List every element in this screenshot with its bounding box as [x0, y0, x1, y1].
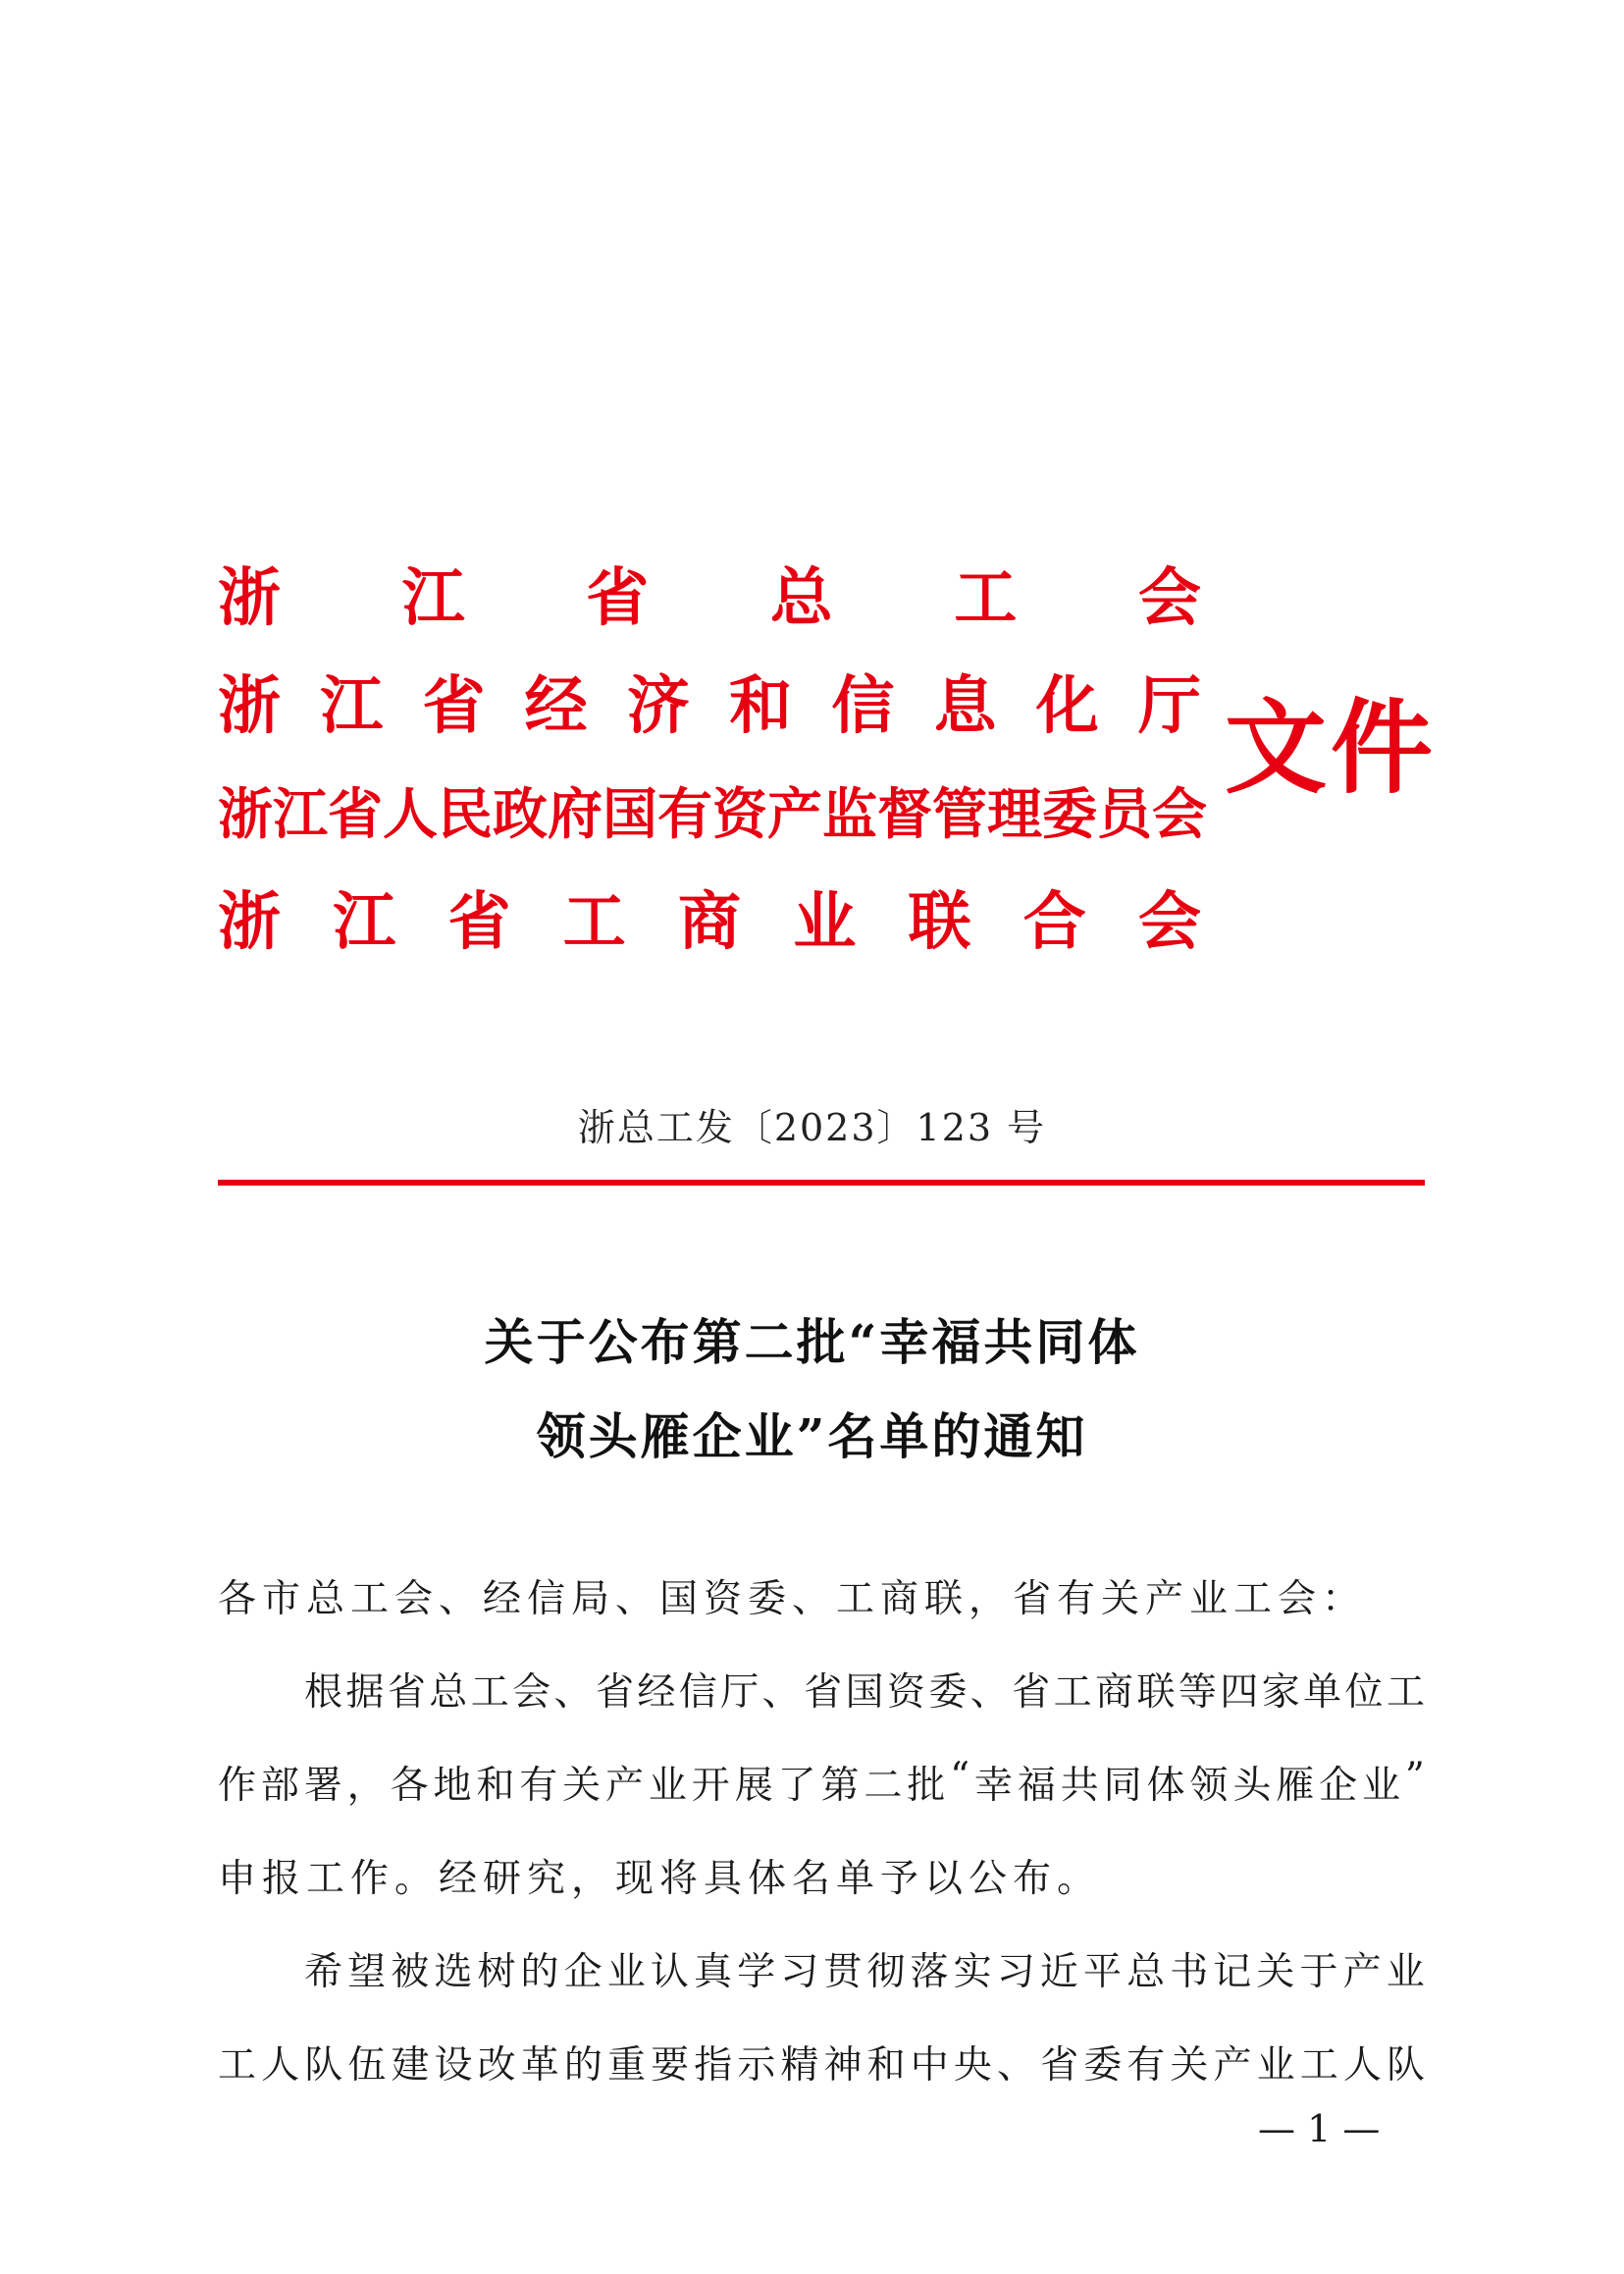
text-char: 指 [694, 2043, 733, 2088]
text-char: 贯 [823, 1950, 863, 1994]
text-char: 总 [1126, 1950, 1166, 1994]
text-char: 江 [333, 885, 396, 959]
text-char: 雁 [1276, 1764, 1315, 1808]
text-char: 、 [969, 1670, 1009, 1715]
text-char: 业 [1256, 2043, 1295, 2088]
issuer-name [218, 775, 1207, 854]
text-char: 设 [434, 2043, 473, 2088]
text-char: 商 [678, 885, 741, 959]
text-char: 产 [1342, 1950, 1382, 1994]
text-char: 省 [447, 885, 511, 959]
issuer-name [218, 667, 1201, 746]
text-char: 员 [1097, 782, 1152, 847]
text-char: 业 [1386, 1950, 1425, 1994]
text-char: 息 [933, 669, 997, 743]
text-char: 和 [476, 1764, 515, 1808]
text-char: 二 [864, 1764, 903, 1808]
text-char: 习 [996, 1950, 1035, 1994]
text-char: 体 [1146, 1764, 1185, 1808]
text-char: 人 [261, 2043, 300, 2088]
text-char: 单 [1303, 1670, 1342, 1715]
text-char: 府 [548, 782, 602, 847]
text-char: 理 [987, 782, 1042, 847]
text-char: 习 [780, 1950, 819, 1994]
text-char: 厅 [1137, 669, 1201, 743]
text-char: 选 [434, 1950, 473, 1994]
text-char: 有 [519, 1764, 558, 1808]
text-char: 彻 [866, 1950, 906, 1994]
text-char: 江 [401, 561, 465, 635]
text-char: 联 [908, 885, 971, 959]
text-char: 了 [777, 1764, 816, 1808]
text-char: 、 [996, 2043, 1035, 2088]
body-text-line: 申报工作。经研究，现将具体名单予以公布。 [218, 1857, 1102, 1901]
text-char: 工 [470, 1670, 509, 1715]
text-char: ” [1404, 1755, 1425, 1799]
text-char: 国 [845, 1670, 884, 1715]
text-char: 人 [383, 782, 438, 847]
text-char: 经 [524, 669, 588, 743]
red-separator-line [218, 1180, 1425, 1186]
text-char: 重 [606, 2043, 646, 2088]
text-char: 业 [793, 885, 857, 959]
text-char: 省 [1040, 2043, 1079, 2088]
text-char: 于 [1299, 1950, 1338, 1994]
document-number: 浙总工发〔2023〕123 号 [577, 1106, 1047, 1149]
text-char: 化 [1035, 669, 1099, 743]
text-char: 真 [693, 1950, 732, 1994]
text-char: 工 [1053, 1670, 1092, 1715]
text-char: 要 [651, 2043, 690, 2088]
text-char: 民 [438, 782, 493, 847]
document-title-line: 领头雁企业”名单的通知 [536, 1407, 1088, 1465]
issuer-name [218, 883, 1201, 962]
text-char: 四 [1220, 1670, 1259, 1715]
text-char: 浙 [218, 669, 281, 743]
text-char: 江 [273, 782, 328, 847]
document-title-line: 关于公布第二批“幸福共同体 [484, 1313, 1140, 1371]
body-text-line [218, 1755, 1425, 1810]
text-char: 浙 [218, 885, 281, 959]
text-char: 会 [1152, 782, 1207, 847]
text-char: 有 [1126, 2043, 1166, 2088]
text-char: 各 [390, 1764, 429, 1808]
text-char: 希 [304, 1950, 343, 1994]
text-char: 监 [822, 782, 877, 847]
text-char: 记 [1213, 1950, 1252, 1994]
body-text-line [218, 2035, 1425, 2089]
text-char: 共 [1060, 1764, 1099, 1808]
text-char: 省 [586, 561, 650, 635]
text-char: 队 [304, 2043, 343, 2088]
text-char: 批 [907, 1764, 946, 1808]
text-char: 经 [637, 1670, 676, 1715]
text-char: 会 [1138, 885, 1201, 959]
text-char: 会 [512, 1670, 551, 1715]
text-char: 第 [820, 1764, 860, 1808]
text-char: 省 [328, 782, 383, 847]
text-char: 委 [928, 1670, 968, 1715]
text-char: 头 [1232, 1764, 1272, 1808]
text-char: 企 [563, 1950, 602, 1994]
text-char: 的 [520, 1950, 559, 1994]
text-char: 示 [737, 2043, 776, 2088]
text-char: 学 [737, 1950, 776, 1994]
text-char: 地 [433, 1764, 472, 1808]
text-char: 工 [1299, 2043, 1338, 2088]
text-char: 国 [602, 782, 657, 847]
text-char: 业 [648, 1764, 687, 1808]
text-char: 委 [1042, 782, 1097, 847]
text-char: 、 [761, 1670, 801, 1715]
text-char: 浙 [218, 782, 273, 847]
text-char: 、 [553, 1670, 593, 1715]
text-char: 资 [886, 1670, 925, 1715]
text-char: 信 [831, 669, 895, 743]
text-char: 产 [1213, 2043, 1252, 2088]
text-char: 的 [563, 2043, 602, 2088]
text-char: 展 [734, 1764, 773, 1808]
text-char: 省 [422, 669, 486, 743]
text-char: 落 [910, 1950, 949, 1994]
text-char: 同 [1103, 1764, 1142, 1808]
text-char: 督 [877, 782, 932, 847]
text-char: 信 [678, 1670, 717, 1715]
text-char: 革 [520, 2043, 559, 2088]
text-char: 江 [320, 669, 384, 743]
text-char: 和 [866, 2043, 906, 2088]
text-char: 省 [804, 1670, 843, 1715]
text-char: 业 [606, 1950, 646, 1994]
document-type-label: 文件 [1225, 687, 1438, 808]
text-char: 政 [493, 782, 548, 847]
text-char: 管 [932, 782, 987, 847]
text-char: 委 [1083, 2043, 1123, 2088]
text-char: 近 [1039, 1950, 1078, 1994]
text-char: 神 [823, 2043, 863, 2088]
text-char: 总 [429, 1670, 468, 1715]
text-char: 产 [767, 782, 822, 847]
text-char: 据 [345, 1670, 385, 1715]
text-char: ， [346, 1764, 386, 1808]
text-char: 工 [1386, 1670, 1425, 1715]
text-char: 中 [910, 2043, 949, 2088]
text-char: 署 [303, 1764, 342, 1808]
text-char: 省 [595, 1670, 634, 1715]
text-char: 建 [391, 2043, 430, 2088]
text-char: 工 [954, 561, 1018, 635]
text-char: 开 [691, 1764, 730, 1808]
text-char: 福 [1017, 1764, 1056, 1808]
text-char: 位 [1344, 1670, 1384, 1715]
text-char: 作 [218, 1764, 257, 1808]
text-char: 资 [712, 782, 767, 847]
text-char: 被 [391, 1950, 430, 1994]
text-char: 望 [347, 1950, 387, 1994]
text-char: 伍 [347, 2043, 387, 2088]
text-char: 商 [1095, 1670, 1134, 1715]
text-char: 有 [657, 782, 712, 847]
text-char: 总 [769, 561, 833, 635]
text-char: 精 [780, 2043, 819, 2088]
text-char: 家 [1261, 1670, 1300, 1715]
text-char: 部 [260, 1764, 299, 1808]
addressee-line: 各市总工会、经信局、国资委、工商联，省有关产业工会： [218, 1577, 1367, 1621]
text-char: 工 [562, 885, 626, 959]
text-char: 领 [1189, 1764, 1229, 1808]
body-text-line [304, 1662, 1425, 1717]
text-char: 省 [387, 1670, 426, 1715]
text-char: 业 [1361, 1764, 1400, 1808]
text-char: 等 [1178, 1670, 1217, 1715]
page-number: — 1 — [1258, 2107, 1381, 2150]
text-char: 工 [218, 2043, 257, 2088]
issuer-name [218, 559, 1201, 638]
issuer-header [0, 0, 1624, 981]
text-char: 厅 [720, 1670, 760, 1715]
text-char: 联 [1136, 1670, 1176, 1715]
text-char: 人 [1342, 2043, 1382, 2088]
text-char: 平 [1082, 1950, 1122, 1994]
body-text-line [304, 1941, 1425, 1996]
text-char: 关 [1256, 1950, 1295, 1994]
text-char: 央 [953, 2043, 992, 2088]
text-char: 书 [1170, 1950, 1209, 1994]
text-char: 关 [1170, 2043, 1209, 2088]
text-char: 产 [605, 1764, 645, 1808]
text-char: 浙 [218, 561, 281, 635]
text-char: 认 [650, 1950, 689, 1994]
text-char: 幸 [973, 1764, 1013, 1808]
text-char: 队 [1386, 2043, 1425, 2088]
text-char: 改 [477, 2043, 516, 2088]
text-char: 关 [562, 1764, 602, 1808]
text-char: 省 [1012, 1670, 1051, 1715]
text-char: 根 [304, 1670, 343, 1715]
text-char: “ [950, 1755, 970, 1799]
text-char: 会 [1137, 561, 1201, 635]
text-char: 企 [1319, 1764, 1358, 1808]
text-char: 和 [729, 669, 793, 743]
text-char: 济 [626, 669, 690, 743]
text-char: 实 [953, 1950, 992, 1994]
text-char: 树 [477, 1950, 516, 1994]
text-char: 合 [1022, 885, 1086, 959]
